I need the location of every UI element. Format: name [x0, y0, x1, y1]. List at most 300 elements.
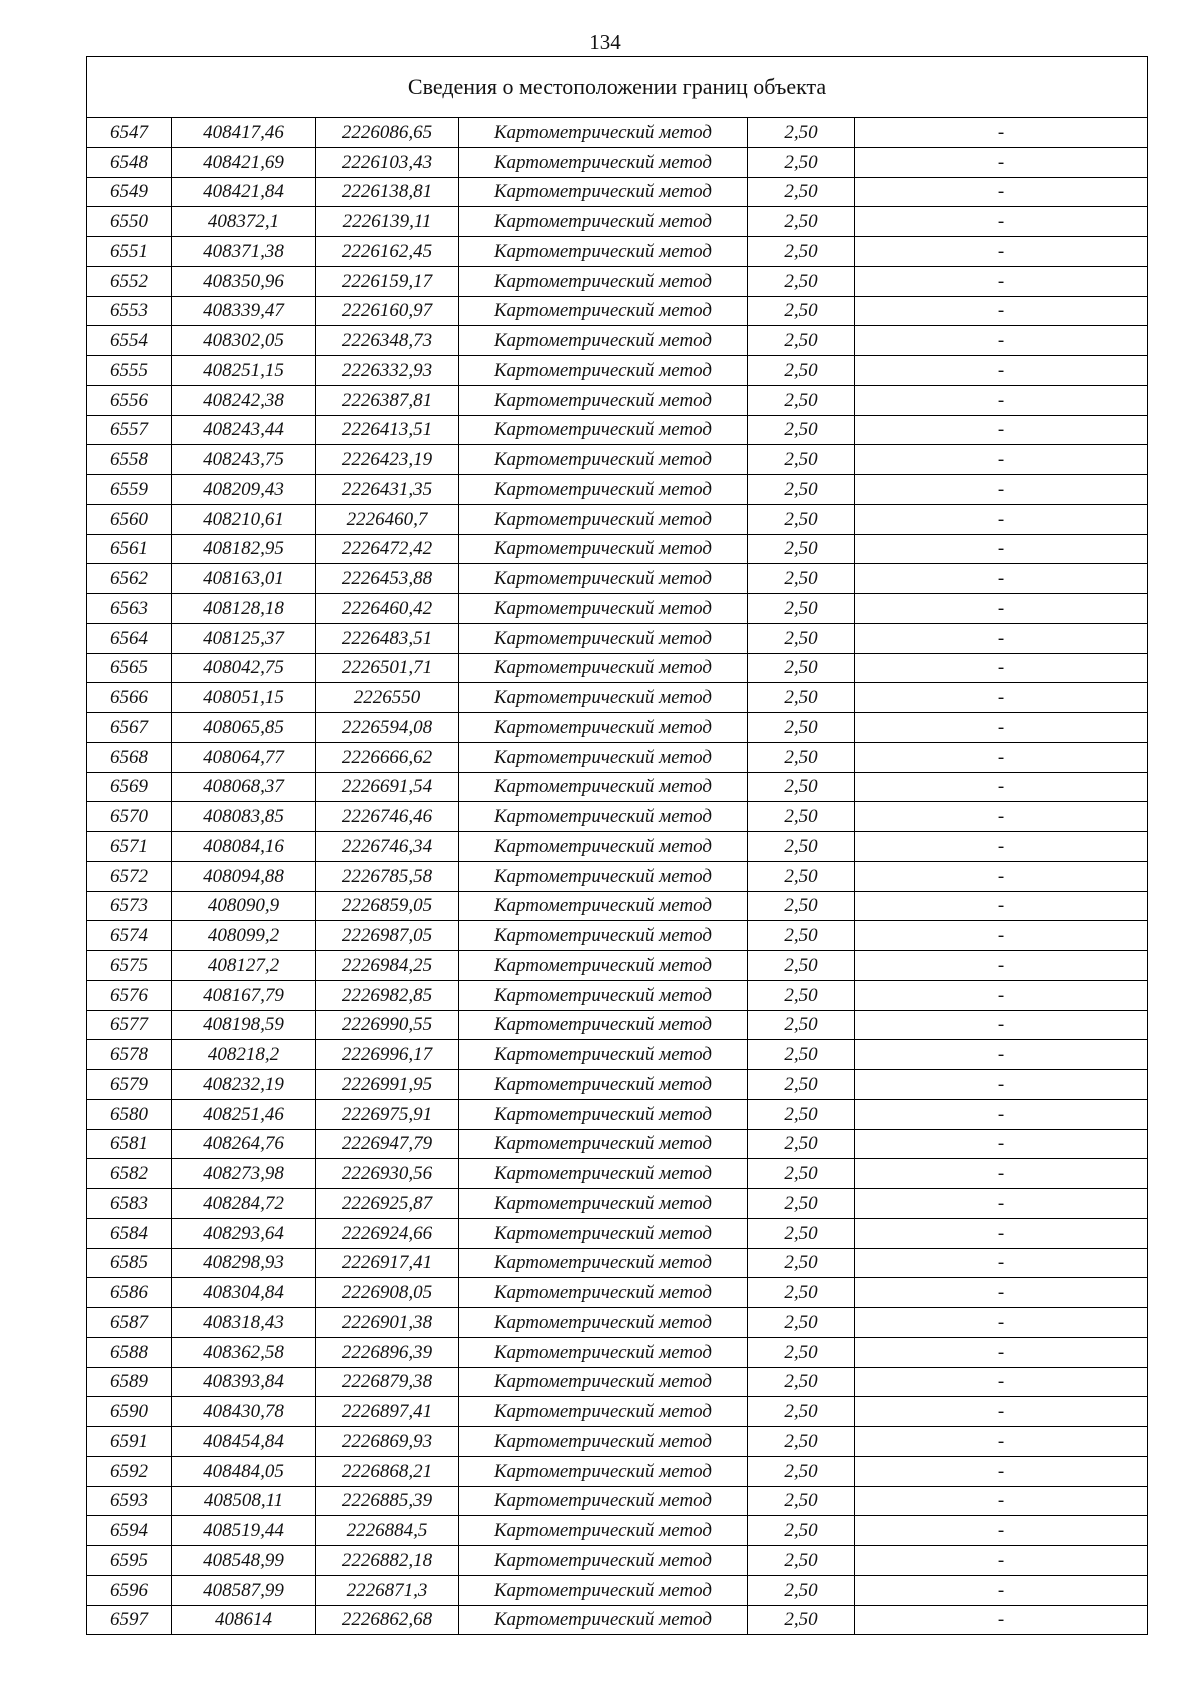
method-cell: Картометрический метод [459, 1516, 748, 1546]
method-cell: Картометрический метод [459, 861, 748, 891]
point-number-cell: 6591 [87, 1427, 172, 1457]
description-cell: - [855, 1337, 1148, 1367]
x-coordinate-cell: 408099,2 [172, 921, 316, 951]
description-cell: - [855, 1099, 1148, 1129]
method-cell: Картометрический метод [459, 772, 748, 802]
accuracy-cell: 2,50 [748, 1367, 855, 1397]
x-coordinate-cell: 408068,37 [172, 772, 316, 802]
table-row [87, 564, 1148, 594]
y-coordinate-cell: 2226413,51 [316, 415, 459, 445]
y-coordinate-cell: 2226666,62 [316, 742, 459, 772]
table-row [87, 713, 1148, 743]
y-coordinate-cell: 2226947,79 [316, 1129, 459, 1159]
table-row [87, 1337, 1148, 1367]
description-cell: - [855, 832, 1148, 862]
y-coordinate-cell: 2226884,5 [316, 1516, 459, 1546]
x-coordinate-cell: 408042,75 [172, 653, 316, 683]
accuracy-cell: 2,50 [748, 742, 855, 772]
table-row [87, 1099, 1148, 1129]
table-row [87, 1010, 1148, 1040]
description-cell: - [855, 1516, 1148, 1546]
table-body [87, 118, 1148, 1635]
accuracy-cell: 2,50 [748, 1278, 855, 1308]
point-number-cell: 6547 [87, 118, 172, 148]
point-number-cell: 6593 [87, 1486, 172, 1516]
point-number-cell: 6580 [87, 1099, 172, 1129]
x-coordinate-cell: 408264,76 [172, 1129, 316, 1159]
method-cell: Картометрический метод [459, 118, 748, 148]
point-number-cell: 6577 [87, 1010, 172, 1040]
point-number-cell: 6560 [87, 504, 172, 534]
method-cell: Картометрический метод [459, 980, 748, 1010]
method-cell: Картометрический метод [459, 1099, 748, 1129]
accuracy-cell: 2,50 [748, 118, 855, 148]
x-coordinate-cell: 408251,46 [172, 1099, 316, 1129]
table-row [87, 326, 1148, 356]
x-coordinate-cell: 408083,85 [172, 802, 316, 832]
x-coordinate-cell: 408508,11 [172, 1486, 316, 1516]
accuracy-cell: 2,50 [748, 623, 855, 653]
method-cell: Картометрический метод [459, 742, 748, 772]
table-title-row [87, 57, 1148, 118]
table-row [87, 356, 1148, 386]
y-coordinate-cell: 2226159,17 [316, 266, 459, 296]
y-coordinate-cell: 2226987,05 [316, 921, 459, 951]
table-row [87, 1427, 1148, 1457]
method-cell: Картометрический метод [459, 683, 748, 713]
accuracy-cell: 2,50 [748, 385, 855, 415]
description-cell: - [855, 951, 1148, 981]
table-row [87, 266, 1148, 296]
method-cell: Картометрический метод [459, 1010, 748, 1040]
x-coordinate-cell: 408304,84 [172, 1278, 316, 1308]
accuracy-cell: 2,50 [748, 594, 855, 624]
x-coordinate-cell: 408302,05 [172, 326, 316, 356]
y-coordinate-cell: 2226746,34 [316, 832, 459, 862]
method-cell: Картометрический метод [459, 534, 748, 564]
point-number-cell: 6585 [87, 1248, 172, 1278]
description-cell: - [855, 1546, 1148, 1576]
accuracy-cell: 2,50 [748, 683, 855, 713]
accuracy-cell: 2,50 [748, 921, 855, 951]
table-row [87, 742, 1148, 772]
point-number-cell: 6582 [87, 1159, 172, 1189]
y-coordinate-cell: 2226868,21 [316, 1456, 459, 1486]
accuracy-cell: 2,50 [748, 237, 855, 267]
table-row [87, 1129, 1148, 1159]
y-coordinate-cell: 2226908,05 [316, 1278, 459, 1308]
accuracy-cell: 2,50 [748, 802, 855, 832]
description-cell: - [855, 1040, 1148, 1070]
boundary-coordinates-table [86, 56, 1148, 1635]
point-number-cell: 6583 [87, 1189, 172, 1219]
point-number-cell: 6584 [87, 1218, 172, 1248]
accuracy-cell: 2,50 [748, 475, 855, 505]
y-coordinate-cell: 2226975,91 [316, 1099, 459, 1129]
y-coordinate-cell: 2226348,73 [316, 326, 459, 356]
accuracy-cell: 2,50 [748, 1070, 855, 1100]
table-row [87, 772, 1148, 802]
method-cell: Картометрический метод [459, 504, 748, 534]
description-cell: - [855, 1218, 1148, 1248]
y-coordinate-cell: 2226550 [316, 683, 459, 713]
y-coordinate-cell: 2226472,42 [316, 534, 459, 564]
y-coordinate-cell: 2226882,18 [316, 1546, 459, 1576]
method-cell: Картометрический метод [459, 802, 748, 832]
table-row [87, 1040, 1148, 1070]
method-cell: Картометрический метод [459, 147, 748, 177]
point-number-cell: 6575 [87, 951, 172, 981]
description-cell: - [855, 1010, 1148, 1040]
x-coordinate-cell: 408430,78 [172, 1397, 316, 1427]
method-cell: Картометрический метод [459, 594, 748, 624]
x-coordinate-cell: 408614 [172, 1605, 316, 1635]
x-coordinate-cell: 408064,77 [172, 742, 316, 772]
x-coordinate-cell: 408421,84 [172, 177, 316, 207]
y-coordinate-cell: 2226901,38 [316, 1308, 459, 1338]
x-coordinate-cell: 408251,15 [172, 356, 316, 386]
table-row [87, 921, 1148, 951]
description-cell: - [855, 147, 1148, 177]
description-cell: - [855, 891, 1148, 921]
y-coordinate-cell: 2226138,81 [316, 177, 459, 207]
x-coordinate-cell: 408209,43 [172, 475, 316, 505]
method-cell: Картометрический метод [459, 445, 748, 475]
accuracy-cell: 2,50 [748, 1516, 855, 1546]
table-row [87, 653, 1148, 683]
accuracy-cell: 2,50 [748, 713, 855, 743]
point-number-cell: 6568 [87, 742, 172, 772]
x-coordinate-cell: 408350,96 [172, 266, 316, 296]
table-row [87, 1159, 1148, 1189]
method-cell: Картометрический метод [459, 1040, 748, 1070]
y-coordinate-cell: 2226460,42 [316, 594, 459, 624]
method-cell: Картометрический метод [459, 1397, 748, 1427]
table-row [87, 951, 1148, 981]
y-coordinate-cell: 2226885,39 [316, 1486, 459, 1516]
table-row [87, 296, 1148, 326]
description-cell: - [855, 594, 1148, 624]
table-row [87, 1308, 1148, 1338]
accuracy-cell: 2,50 [748, 296, 855, 326]
accuracy-cell: 2,50 [748, 1099, 855, 1129]
accuracy-cell: 2,50 [748, 832, 855, 862]
description-cell: - [855, 1605, 1148, 1635]
accuracy-cell: 2,50 [748, 772, 855, 802]
x-coordinate-cell: 408421,69 [172, 147, 316, 177]
point-number-cell: 6586 [87, 1278, 172, 1308]
x-coordinate-cell: 408128,18 [172, 594, 316, 624]
method-cell: Картометрический метод [459, 207, 748, 237]
table-row [87, 1546, 1148, 1576]
description-cell: - [855, 1397, 1148, 1427]
y-coordinate-cell: 2226924,66 [316, 1218, 459, 1248]
y-coordinate-cell: 2226103,43 [316, 147, 459, 177]
method-cell: Картометрический метод [459, 356, 748, 386]
table-row [87, 683, 1148, 713]
description-cell: - [855, 266, 1148, 296]
table-row [87, 1070, 1148, 1100]
x-coordinate-cell: 408243,75 [172, 445, 316, 475]
method-cell: Картометрический метод [459, 653, 748, 683]
x-coordinate-cell: 408182,95 [172, 534, 316, 564]
y-coordinate-cell: 2226917,41 [316, 1248, 459, 1278]
point-number-cell: 6549 [87, 177, 172, 207]
y-coordinate-cell: 2226423,19 [316, 445, 459, 475]
point-number-cell: 6569 [87, 772, 172, 802]
description-cell: - [855, 445, 1148, 475]
accuracy-cell: 2,50 [748, 1337, 855, 1367]
method-cell: Картометрический метод [459, 177, 748, 207]
method-cell: Картометрический метод [459, 1456, 748, 1486]
description-cell: - [855, 772, 1148, 802]
method-cell: Картометрический метод [459, 266, 748, 296]
point-number-cell: 6590 [87, 1397, 172, 1427]
point-number-cell: 6574 [87, 921, 172, 951]
method-cell: Картометрический метод [459, 832, 748, 862]
accuracy-cell: 2,50 [748, 1456, 855, 1486]
description-cell: - [855, 326, 1148, 356]
x-coordinate-cell: 408484,05 [172, 1456, 316, 1486]
description-cell: - [855, 802, 1148, 832]
y-coordinate-cell: 2226139,11 [316, 207, 459, 237]
point-number-cell: 6573 [87, 891, 172, 921]
table-row [87, 385, 1148, 415]
x-coordinate-cell: 408587,99 [172, 1575, 316, 1605]
point-number-cell: 6550 [87, 207, 172, 237]
x-coordinate-cell: 408393,84 [172, 1367, 316, 1397]
table-row [87, 802, 1148, 832]
accuracy-cell: 2,50 [748, 207, 855, 237]
method-cell: Картометрический метод [459, 237, 748, 267]
description-cell: - [855, 118, 1148, 148]
table-row [87, 1486, 1148, 1516]
point-number-cell: 6565 [87, 653, 172, 683]
y-coordinate-cell: 2226896,39 [316, 1337, 459, 1367]
accuracy-cell: 2,50 [748, 1129, 855, 1159]
y-coordinate-cell: 2226594,08 [316, 713, 459, 743]
description-cell: - [855, 1427, 1148, 1457]
description-cell: - [855, 1159, 1148, 1189]
method-cell: Картометрический метод [459, 326, 748, 356]
method-cell: Картометрический метод [459, 1575, 748, 1605]
x-coordinate-cell: 408065,85 [172, 713, 316, 743]
point-number-cell: 6589 [87, 1367, 172, 1397]
y-coordinate-cell: 2226869,93 [316, 1427, 459, 1457]
x-coordinate-cell: 408284,72 [172, 1189, 316, 1219]
y-coordinate-cell: 2226859,05 [316, 891, 459, 921]
point-number-cell: 6597 [87, 1605, 172, 1635]
point-number-cell: 6556 [87, 385, 172, 415]
description-cell: - [855, 564, 1148, 594]
table-row [87, 1189, 1148, 1219]
description-cell: - [855, 534, 1148, 564]
accuracy-cell: 2,50 [748, 951, 855, 981]
point-number-cell: 6554 [87, 326, 172, 356]
method-cell: Картометрический метод [459, 1308, 748, 1338]
table-row [87, 1278, 1148, 1308]
y-coordinate-cell: 2226871,3 [316, 1575, 459, 1605]
x-coordinate-cell: 408218,2 [172, 1040, 316, 1070]
point-number-cell: 6548 [87, 147, 172, 177]
point-number-cell: 6595 [87, 1546, 172, 1576]
table-row [87, 415, 1148, 445]
x-coordinate-cell: 408198,59 [172, 1010, 316, 1040]
x-coordinate-cell: 408372,1 [172, 207, 316, 237]
description-cell: - [855, 1367, 1148, 1397]
description-cell: - [855, 921, 1148, 951]
accuracy-cell: 2,50 [748, 534, 855, 564]
table-row [87, 118, 1148, 148]
method-cell: Картометрический метод [459, 1129, 748, 1159]
accuracy-cell: 2,50 [748, 326, 855, 356]
y-coordinate-cell: 2226746,46 [316, 802, 459, 832]
point-number-cell: 6567 [87, 713, 172, 743]
x-coordinate-cell: 408167,79 [172, 980, 316, 1010]
x-coordinate-cell: 408127,2 [172, 951, 316, 981]
description-cell: - [855, 207, 1148, 237]
table-row [87, 1575, 1148, 1605]
accuracy-cell: 2,50 [748, 356, 855, 386]
description-cell: - [855, 296, 1148, 326]
y-coordinate-cell: 2226930,56 [316, 1159, 459, 1189]
method-cell: Картометрический метод [459, 1189, 748, 1219]
y-coordinate-cell: 2226996,17 [316, 1040, 459, 1070]
table-row [87, 861, 1148, 891]
y-coordinate-cell: 2226925,87 [316, 1189, 459, 1219]
x-coordinate-cell: 408454,84 [172, 1427, 316, 1457]
y-coordinate-cell: 2226453,88 [316, 564, 459, 594]
point-number-cell: 6559 [87, 475, 172, 505]
point-number-cell: 6563 [87, 594, 172, 624]
accuracy-cell: 2,50 [748, 1308, 855, 1338]
table-row [87, 980, 1148, 1010]
method-cell: Картометрический метод [459, 1248, 748, 1278]
description-cell: - [855, 356, 1148, 386]
accuracy-cell: 2,50 [748, 861, 855, 891]
point-number-cell: 6551 [87, 237, 172, 267]
point-number-cell: 6572 [87, 861, 172, 891]
point-number-cell: 6566 [87, 683, 172, 713]
table-title: Сведения о местоположении границ объекта [87, 57, 1148, 118]
y-coordinate-cell: 2226483,51 [316, 623, 459, 653]
y-coordinate-cell: 2226431,35 [316, 475, 459, 505]
accuracy-cell: 2,50 [748, 1189, 855, 1219]
method-cell: Картометрический метод [459, 1337, 748, 1367]
y-coordinate-cell: 2226991,95 [316, 1070, 459, 1100]
x-coordinate-cell: 408210,61 [172, 504, 316, 534]
accuracy-cell: 2,50 [748, 147, 855, 177]
accuracy-cell: 2,50 [748, 445, 855, 475]
method-cell: Картометрический метод [459, 623, 748, 653]
y-coordinate-cell: 2226332,93 [316, 356, 459, 386]
description-cell: - [855, 683, 1148, 713]
method-cell: Картометрический метод [459, 1427, 748, 1457]
accuracy-cell: 2,50 [748, 1427, 855, 1457]
table-row [87, 623, 1148, 653]
method-cell: Картометрический метод [459, 475, 748, 505]
point-number-cell: 6552 [87, 266, 172, 296]
y-coordinate-cell: 2226982,85 [316, 980, 459, 1010]
description-cell: - [855, 177, 1148, 207]
x-coordinate-cell: 408339,47 [172, 296, 316, 326]
y-coordinate-cell: 2226501,71 [316, 653, 459, 683]
x-coordinate-cell: 408293,64 [172, 1218, 316, 1248]
point-number-cell: 6576 [87, 980, 172, 1010]
point-number-cell: 6592 [87, 1456, 172, 1486]
table-row [87, 1456, 1148, 1486]
method-cell: Картометрический метод [459, 951, 748, 981]
description-cell: - [855, 1278, 1148, 1308]
description-cell: - [855, 504, 1148, 534]
accuracy-cell: 2,50 [748, 415, 855, 445]
method-cell: Картометрический метод [459, 1278, 748, 1308]
accuracy-cell: 2,50 [748, 1248, 855, 1278]
description-cell: - [855, 1308, 1148, 1338]
description-cell: - [855, 861, 1148, 891]
x-coordinate-cell: 408090,9 [172, 891, 316, 921]
y-coordinate-cell: 2226086,65 [316, 118, 459, 148]
table-row [87, 445, 1148, 475]
accuracy-cell: 2,50 [748, 1397, 855, 1427]
table-row [87, 177, 1148, 207]
x-coordinate-cell: 408273,98 [172, 1159, 316, 1189]
table-row [87, 1605, 1148, 1635]
description-cell: - [855, 475, 1148, 505]
method-cell: Картометрический метод [459, 713, 748, 743]
method-cell: Картометрический метод [459, 1070, 748, 1100]
point-number-cell: 6570 [87, 802, 172, 832]
table-row [87, 147, 1148, 177]
accuracy-cell: 2,50 [748, 1010, 855, 1040]
method-cell: Картометрический метод [459, 415, 748, 445]
y-coordinate-cell: 2226984,25 [316, 951, 459, 981]
y-coordinate-cell: 2226460,7 [316, 504, 459, 534]
page-number: 134 [589, 30, 621, 54]
table-row [87, 207, 1148, 237]
method-cell: Картометрический метод [459, 921, 748, 951]
x-coordinate-cell: 408094,88 [172, 861, 316, 891]
x-coordinate-cell: 408371,38 [172, 237, 316, 267]
table-row [87, 891, 1148, 921]
table-row [87, 237, 1148, 267]
x-coordinate-cell: 408125,37 [172, 623, 316, 653]
accuracy-cell: 2,50 [748, 564, 855, 594]
description-cell: - [855, 980, 1148, 1010]
accuracy-cell: 2,50 [748, 1575, 855, 1605]
table-row [87, 594, 1148, 624]
y-coordinate-cell: 2226387,81 [316, 385, 459, 415]
table-row [87, 832, 1148, 862]
accuracy-cell: 2,50 [748, 1218, 855, 1248]
point-number-cell: 6588 [87, 1337, 172, 1367]
accuracy-cell: 2,50 [748, 177, 855, 207]
description-cell: - [855, 1129, 1148, 1159]
description-cell: - [855, 623, 1148, 653]
method-cell: Картометрический метод [459, 891, 748, 921]
accuracy-cell: 2,50 [748, 504, 855, 534]
accuracy-cell: 2,50 [748, 1040, 855, 1070]
accuracy-cell: 2,50 [748, 1159, 855, 1189]
description-cell: - [855, 415, 1148, 445]
description-cell: - [855, 742, 1148, 772]
point-number-cell: 6571 [87, 832, 172, 862]
x-coordinate-cell: 408051,15 [172, 683, 316, 713]
x-coordinate-cell: 408163,01 [172, 564, 316, 594]
point-number-cell: 6596 [87, 1575, 172, 1605]
point-number-cell: 6579 [87, 1070, 172, 1100]
accuracy-cell: 2,50 [748, 1605, 855, 1635]
